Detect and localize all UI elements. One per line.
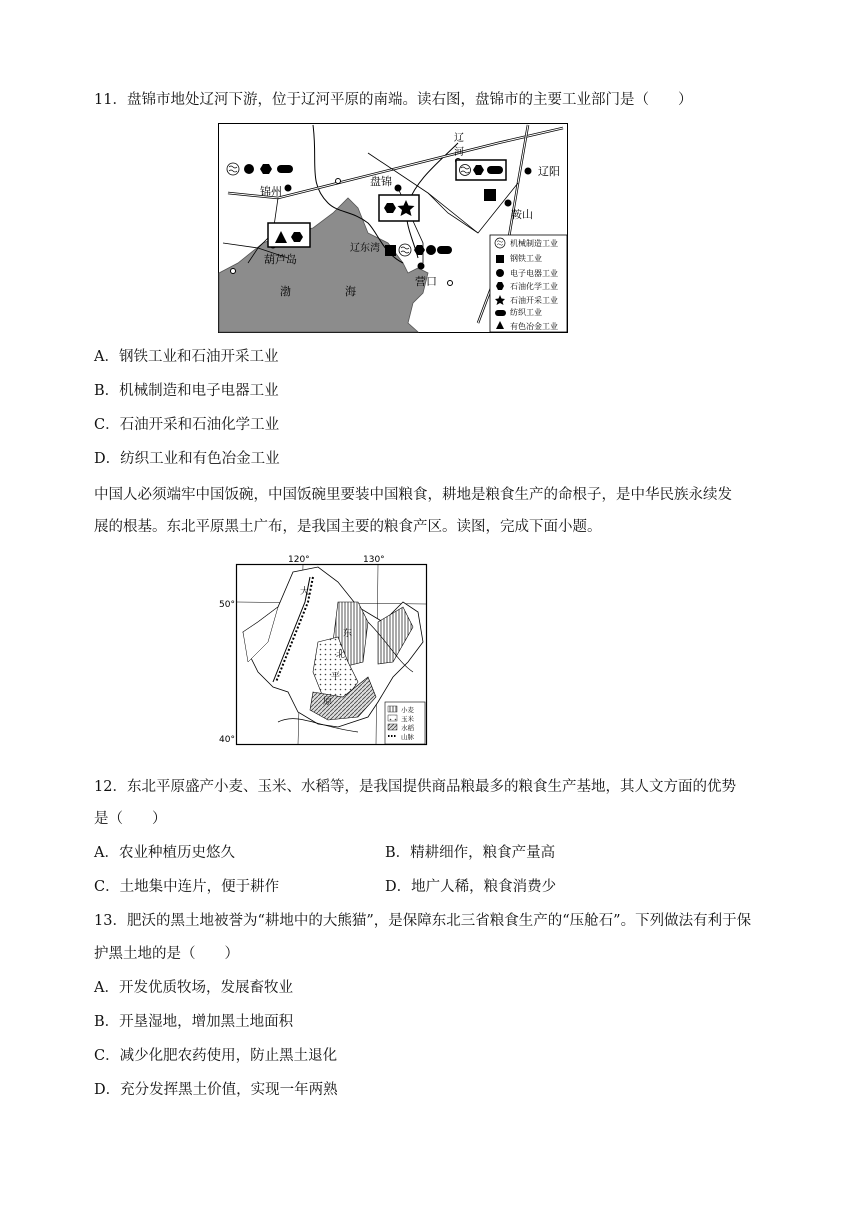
q13-stem-line-1: 13．肥沃的黑土地被誉为“耕地中的大熊猫”，是保障东北三省粮食生产的“压舱石”。下列做法有利于保 [94, 913, 752, 929]
q13-option-b[interactable]: B．开垦湿地，增加黑土地面积 [94, 1014, 294, 1030]
map1-label-liaoyang: 辽阳 [538, 165, 560, 178]
map1-legend-6: 有色冶金工业 [510, 322, 558, 331]
q12-option-d[interactable]: D．地广人稀，粮食消费少 [385, 879, 557, 895]
map2-legend-mountain: 山脉 [401, 733, 414, 741]
map2-legend-wheat: 小麦 [401, 706, 414, 714]
intro-line-1: 中国人必须端牢中国饭碗，中国饭碗里要装中国粮食，耕地是粮食生产的命根子，是中华民族永续发 [94, 487, 732, 503]
q13-option-d[interactable]: D．充分发挥黑土价值，实现一年两熟 [94, 1082, 338, 1098]
map1-label-he: 河 [454, 147, 464, 158]
q12-stem-line-1: 12．东北平原盛产小麦、玉米、水稻等，是我国提供商品粮最多的粮食生产基地，其人文方面的优势 [94, 779, 736, 795]
q11-option-a[interactable]: A．钢铁工业和石油开采工业 [94, 349, 279, 365]
map1-label-liaodongwan: 辽东湾 [350, 243, 380, 254]
panjin-industry-map [218, 123, 568, 333]
map2-legend-corn: 玉米 [401, 715, 414, 723]
q13-option-c[interactable]: C．减少化肥农药使用，防止黑土退化 [94, 1048, 338, 1064]
q11-stem: 11．盘锦市地处辽河下游，位于辽河平原的南端。读右图，盘锦市的主要工业部门是（ ） [94, 92, 693, 108]
map2-label-da: 大 [300, 587, 310, 597]
map1-label-anshan: 鞍山 [511, 208, 533, 221]
q11-option-b[interactable]: B．机械制造和电子电器工业 [94, 383, 279, 399]
map1-legend-5: 纺织工业 [510, 308, 542, 317]
q12-option-c[interactable]: C．土地集中连片，便于耕作 [94, 879, 280, 895]
q12-option-a[interactable]: A．农业种植历史悠久 [94, 845, 235, 861]
map1-legend-4: 石油开采工业 [510, 296, 558, 305]
map2-lat-40: 40° [219, 735, 235, 745]
intro-line-2: 展的根基。东北平原黑土广布，是我国主要的粮食产区。读图，完成下面小题。 [94, 519, 602, 535]
map1-label-bo: 渤 [280, 285, 291, 298]
map2-lon-130: 130° [363, 555, 385, 565]
map2-label-ping: 平 [331, 672, 341, 682]
q11-option-d[interactable]: D．纺织工业和有色冶金工业 [94, 451, 280, 467]
map1-legend-1: 钢铁工业 [510, 254, 542, 263]
map1-label-huludao: 葫芦岛 [264, 253, 297, 266]
northeast-plain-map [218, 552, 438, 752]
map2-lon-120: 120° [288, 555, 310, 565]
map1-legend-3: 石油化学工业 [510, 282, 558, 291]
map2-legend-rice: 水稻 [401, 724, 414, 732]
q12-stem-line-2: 是（ ） [94, 811, 167, 827]
map1-legend-0: 机械制造工业 [510, 239, 558, 248]
q12-option-b[interactable]: B．精耕细作，粮食产量高 [385, 845, 556, 861]
map1-label-panjin: 盘锦 [370, 175, 392, 188]
map1-legend-2: 电子电器工业 [510, 269, 558, 278]
map2-lat-50: 50° [219, 600, 235, 610]
map2-label-dong: 东 [343, 629, 353, 639]
map1-label-hai: 海 [345, 285, 356, 298]
q13-stem-line-2: 护黑土地的是（ ） [94, 946, 239, 962]
map2-label-bei: 北 [336, 650, 346, 660]
map1-label-jinzhou: 锦州 [260, 185, 282, 198]
q13-option-a[interactable]: A．开发优质牧场，发展畜牧业 [94, 980, 293, 996]
map1-label-liao: 辽 [454, 133, 464, 144]
q11-option-c[interactable]: C．石油开采和石油化学工业 [94, 417, 280, 433]
map2-label-yuan: 原 [323, 697, 333, 707]
map1-label-yingkou: 营口 [415, 275, 437, 288]
